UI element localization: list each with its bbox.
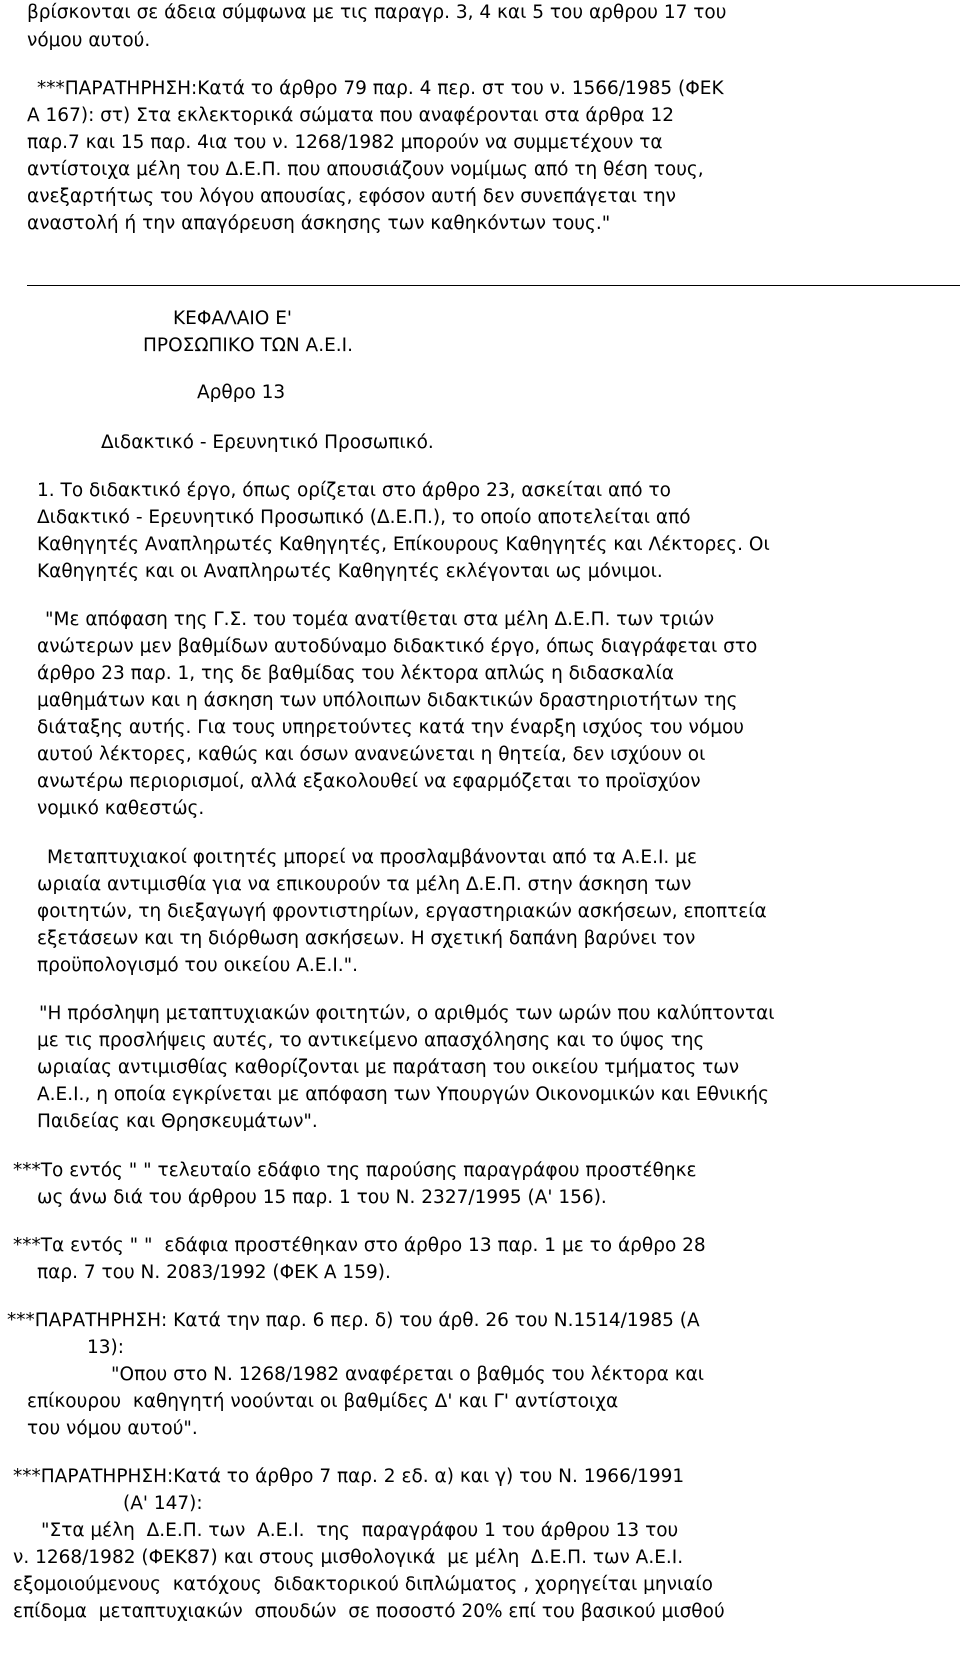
text-line: παρ.7 και 15 παρ. 4ια του ν. 1268/1982 μπορούν να συμμετέχουν τα <box>27 132 663 153</box>
note-line: ν. 1268/1982 (ΦΕΚ87) και στους μισθολογικά με μέλη Δ.Ε.Π. των Α.Ε.Ι. <box>13 1547 684 1568</box>
chapter-title: ΠΡΟΣΩΠΙΚΟ ΤΩΝ Α.Ε.Ι. <box>143 335 353 356</box>
paragraph-line: με τις προσλήψεις αυτές, το αντικείμενο απασχόλησης και το ύψος της <box>37 1030 705 1051</box>
note-line: ***Το εντός " " τελευταίο εδάφιο της παρούσης παραγράφου προστέθηκε <box>13 1160 697 1181</box>
paragraph-line: ανώτερων μεν βαθμίδων αυτοδύναμο διδακτικό έργο, όπως διαγράφεται στο <box>37 636 758 657</box>
text-line: νόμου αυτού. <box>27 30 151 51</box>
paragraph-line: μαθημάτων και η άσκηση των υπόλοιπων διδακτικών δραστηριοτήτων της <box>37 690 738 711</box>
note-heading: ***ΠΑΡΑΤΗΡΗΣΗ:Κατά το άρθρο 7 παρ. 2 εδ. α) και γ) του Ν. 1966/1991 <box>13 1466 685 1487</box>
text-line: ανεξαρτήτως του λόγου απουσίας, εφόσον αυτή δεν συνεπάγεται την <box>27 186 676 207</box>
paragraph-line: "Με απόφαση της Γ.Σ. του τομέα ανατίθεται στα μέλη Δ.Ε.Π. των τριών <box>45 609 715 630</box>
note-line: ως άνω διά του άρθρου 15 παρ. 1 του Ν. 2327/1995 (Α' 156). <box>37 1187 607 1208</box>
note-heading: ***ΠΑΡΑΤΗΡΗΣΗ:Κατά το άρθρο 79 παρ. 4 περ. στ του ν. 1566/1985 (ΦΕΚ <box>37 78 724 99</box>
paragraph-line: αυτού λέκτορες, καθώς και όσων ανανεώνεται η θητεία, δεν ισχύουν οι <box>37 744 706 765</box>
note-line: επίκουρου καθηγητή νοούνται οι βαθμίδες Δ' και Γ' αντίστοιχα <box>27 1391 619 1412</box>
paragraph-line: φοιτητών, τη διεξαγωγή φροντιστηρίων, εργαστηριακών ασκήσεων, εποπτεία <box>37 901 767 922</box>
paragraph-line: Μεταπτυχιακοί φοιτητές μπορεί να προσλαμβάνονται από τα Α.Ε.Ι. με <box>47 847 697 868</box>
note-line: ***Τα εντός " " εδάφια προστέθηκαν στο άρθρο 13 παρ. 1 με το άρθρο 28 <box>13 1235 706 1256</box>
note-line: "Στα μέλη Δ.Ε.Π. των Α.Ε.Ι. της παραγράφου 1 του άρθρου 13 του <box>41 1520 679 1541</box>
article-number: Αρθρο 13 <box>197 382 286 403</box>
paragraph-line: Διδακτικό - Ερευνητικό Προσωπικό (Δ.Ε.Π.), το οποίο αποτελείται από <box>37 507 691 528</box>
note-line: του νόμου αυτού". <box>27 1418 198 1439</box>
chapter-number: ΚΕΦΑΛΑΙΟ Ε' <box>173 308 293 329</box>
paragraph-line: Α.Ε.Ι., η οποία εγκρίνεται με απόφαση των Υπουργών Οικονομικών και Εθνικής <box>37 1084 769 1105</box>
paragraph-line: προϋπολογισμό του οικείου Α.Ε.Ι.". <box>37 955 359 976</box>
note-heading: ***ΠΑΡΑΤΗΡΗΣΗ: Κατά την παρ. 6 περ. δ) του άρθ. 26 του Ν.1514/1985 (Α <box>7 1310 700 1331</box>
note-line: 13): <box>87 1337 124 1358</box>
note-line: επίδομα μεταπτυχιακών σπουδών σε ποσοστό 20% επί του βασικού μισθού <box>13 1601 725 1622</box>
paragraph-line: εξετάσεων και τη διόρθωση ασκήσεων. Η σχετική δαπάνη βαρύνει τον <box>37 928 696 949</box>
paragraph-line: άρθρο 23 παρ. 1, της δε βαθμίδας του λέκτορα απλώς η διδασκαλία <box>37 663 674 684</box>
paragraph-line: Καθηγητές και οι Αναπληρωτές Καθηγητές εκλέγονται ως μόνιμοι. <box>37 561 663 582</box>
note-line: "Οπου στο Ν. 1268/1982 αναφέρεται ο βαθμός του λέκτορα και <box>111 1364 705 1385</box>
paragraph-line: νομικό καθεστώς. <box>37 798 205 819</box>
note-line: παρ. 7 του Ν. 2083/1992 (ΦΕΚ Α 159). <box>37 1262 391 1283</box>
paragraph-line: 1. Το διδακτικό έργο, όπως ορίζεται στο άρθρο 23, ασκείται από το <box>37 480 671 501</box>
paragraph-line: ωριαίας αντιμισθίας καθορίζονται με παράταση του οικείου τμήματος των <box>37 1057 740 1078</box>
text-line: αναστολή ή την απαγόρευση άσκησης των καθηκόντων τους." <box>27 213 611 234</box>
note-line: εξομοιούμενους κατόχους διδακτορικού διπλώματος , χορηγείται μηνιαίο <box>13 1574 713 1595</box>
text-line: αντίστοιχα μέλη του Δ.Ε.Π. που απουσιάζουν νομίμως από τη θέση τους, <box>27 159 704 180</box>
paragraph-line: "Η πρόσληψη μεταπτυχιακών φοιτητών, ο αριθμός των ωρών που καλύπτονται <box>39 1003 775 1024</box>
paragraph-line: Καθηγητές Αναπληρωτές Καθηγητές, Επίκουρους Καθηγητές και Λέκτορες. Οι <box>37 534 770 555</box>
paragraph-line: διάταξης αυτής. Για τους υπηρετούντες κατά την έναρξη ισχύος του νόμου <box>37 717 744 738</box>
paragraph-line: ανωτέρω περιορισμοί, αλλά εξακολουθεί να εφαρμόζεται το προϊσχύον <box>37 771 701 792</box>
article-title: Διδακτικό - Ερευνητικό Προσωπικό. <box>101 432 434 453</box>
note-line: (Α' 147): <box>123 1493 203 1514</box>
horizontal-divider <box>27 285 960 286</box>
paragraph-line: ωριαία αντιμισθία για να επικουρούν τα μέλη Δ.Ε.Π. στην άσκηση των <box>37 874 692 895</box>
text-line: βρίσκονται σε άδεια σύμφωνα με τις παραγρ. 3, 4 και 5 του αρθρου 17 του <box>27 2 727 23</box>
paragraph-line: Παιδείας και Θρησκευμάτων". <box>37 1111 318 1132</box>
text-line: Α 167): στ) Στα εκλεκτορικά σώματα που αναφέρονται στα άρθρα 12 <box>27 105 675 126</box>
